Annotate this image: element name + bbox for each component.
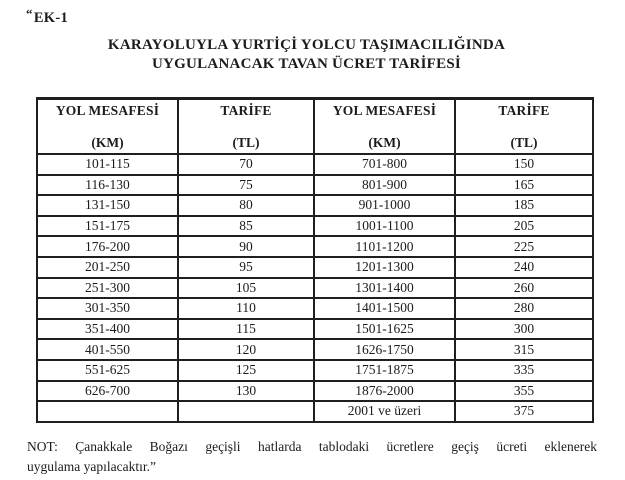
table-cell: 1301-1400 [314, 278, 455, 299]
table-cell: 351-400 [37, 319, 178, 340]
header-line2: (TL) [510, 135, 538, 150]
header-line1: YOL MESAFESİ [55, 103, 160, 118]
note-paragraph [27, 437, 597, 476]
table-row [37, 195, 593, 216]
table-cell: 120 [178, 339, 314, 360]
header-line2: (KM) [368, 135, 401, 150]
table-cell: 85 [178, 216, 314, 237]
table-cell: 1201-1300 [314, 257, 455, 278]
header-line1: TARİFE [220, 103, 272, 118]
table-cell: 1626-1750 [314, 339, 455, 360]
table-cell: 1501-1625 [314, 319, 455, 340]
open-quote: “ [26, 6, 33, 21]
doc-label-text: EK-1 [33, 10, 69, 26]
table-cell: 335 [455, 360, 593, 381]
table-cell: 125 [178, 360, 314, 381]
table-cell: 80 [178, 195, 314, 216]
header-line2: (KM) [91, 135, 124, 150]
table-row [37, 339, 593, 360]
table-cell: 176-200 [37, 236, 178, 257]
header-line2: (TL) [232, 135, 260, 150]
table-row [37, 278, 593, 299]
note-line2: uygulama yapılacaktır.” [27, 458, 156, 474]
table-row [37, 257, 593, 278]
tariff-table [36, 97, 594, 423]
header-line1: TARİFE [498, 103, 550, 118]
table-row [37, 381, 593, 402]
table-cell: 1876-2000 [314, 381, 455, 402]
table-cell: 165 [455, 175, 593, 196]
table-row [37, 360, 593, 381]
table-cell: 901-1000 [314, 195, 455, 216]
table-cell: 201-250 [37, 257, 178, 278]
doc-label [26, 6, 69, 27]
table-row [37, 298, 593, 319]
table-cell: 75 [178, 175, 314, 196]
note-line1: NOT: Çanakkale Boğazı geçişli hatlarda tablodaki ücretlere geçiş ücreti eklenerek [27, 439, 597, 454]
table-cell: 355 [455, 381, 593, 402]
table-row [37, 236, 593, 257]
table-cell: 150 [455, 154, 593, 175]
table-row [37, 319, 593, 340]
table-cell: 1751-1875 [314, 360, 455, 381]
table-cell: 315 [455, 339, 593, 360]
table-cell: 116-130 [37, 175, 178, 196]
table-cell: 300 [455, 319, 593, 340]
table-cell: 185 [455, 195, 593, 216]
table-cell: 115 [178, 319, 314, 340]
table-cell: 260 [455, 278, 593, 299]
table-cell [178, 401, 314, 422]
header-cell-distance-1 [37, 99, 178, 155]
table-cell: 701-800 [314, 154, 455, 175]
table-cell: 70 [178, 154, 314, 175]
table-row [37, 154, 593, 175]
table-cell: 240 [455, 257, 593, 278]
page-title [0, 36, 613, 74]
table-row [37, 175, 593, 196]
table-cell: 1001-1100 [314, 216, 455, 237]
table-header-row [37, 99, 593, 155]
table-cell: 1101-1200 [314, 236, 455, 257]
header-cell-tariff-1 [178, 99, 314, 155]
table-cell: 280 [455, 298, 593, 319]
header-line1: YOL MESAFESİ [332, 103, 437, 118]
table-cell: 551-625 [37, 360, 178, 381]
table-cell: 205 [455, 216, 593, 237]
table-cell: 105 [178, 278, 314, 299]
table-cell: 801-900 [314, 175, 455, 196]
table-cell: 626-700 [37, 381, 178, 402]
table-cell: 1401-1500 [314, 298, 455, 319]
table-row [37, 216, 593, 237]
header-cell-distance-2 [314, 99, 455, 155]
table-cell: 90 [178, 236, 314, 257]
table-cell: 131-150 [37, 195, 178, 216]
table-cell [37, 401, 178, 422]
table-cell: 225 [455, 236, 593, 257]
table-row [37, 401, 593, 422]
table-cell: 151-175 [37, 216, 178, 237]
table-cell: 251-300 [37, 278, 178, 299]
table-cell: 375 [455, 401, 593, 422]
table-cell: 2001 ve üzeri [314, 401, 455, 422]
table-cell: 401-550 [37, 339, 178, 360]
table-cell: 130 [178, 381, 314, 402]
table-cell: 110 [178, 298, 314, 319]
table-cell: 301-350 [37, 298, 178, 319]
table-cell: 95 [178, 257, 314, 278]
header-cell-tariff-2 [455, 99, 593, 155]
table-cell: 101-115 [37, 154, 178, 175]
page-title-line1: KARAYOLUYLA YURTİÇİ YOLCU TAŞIMACILIĞINDA [107, 37, 506, 53]
page-title-line2: UYGULANACAK TAVAN ÜCRET TARİFESİ [151, 56, 462, 72]
